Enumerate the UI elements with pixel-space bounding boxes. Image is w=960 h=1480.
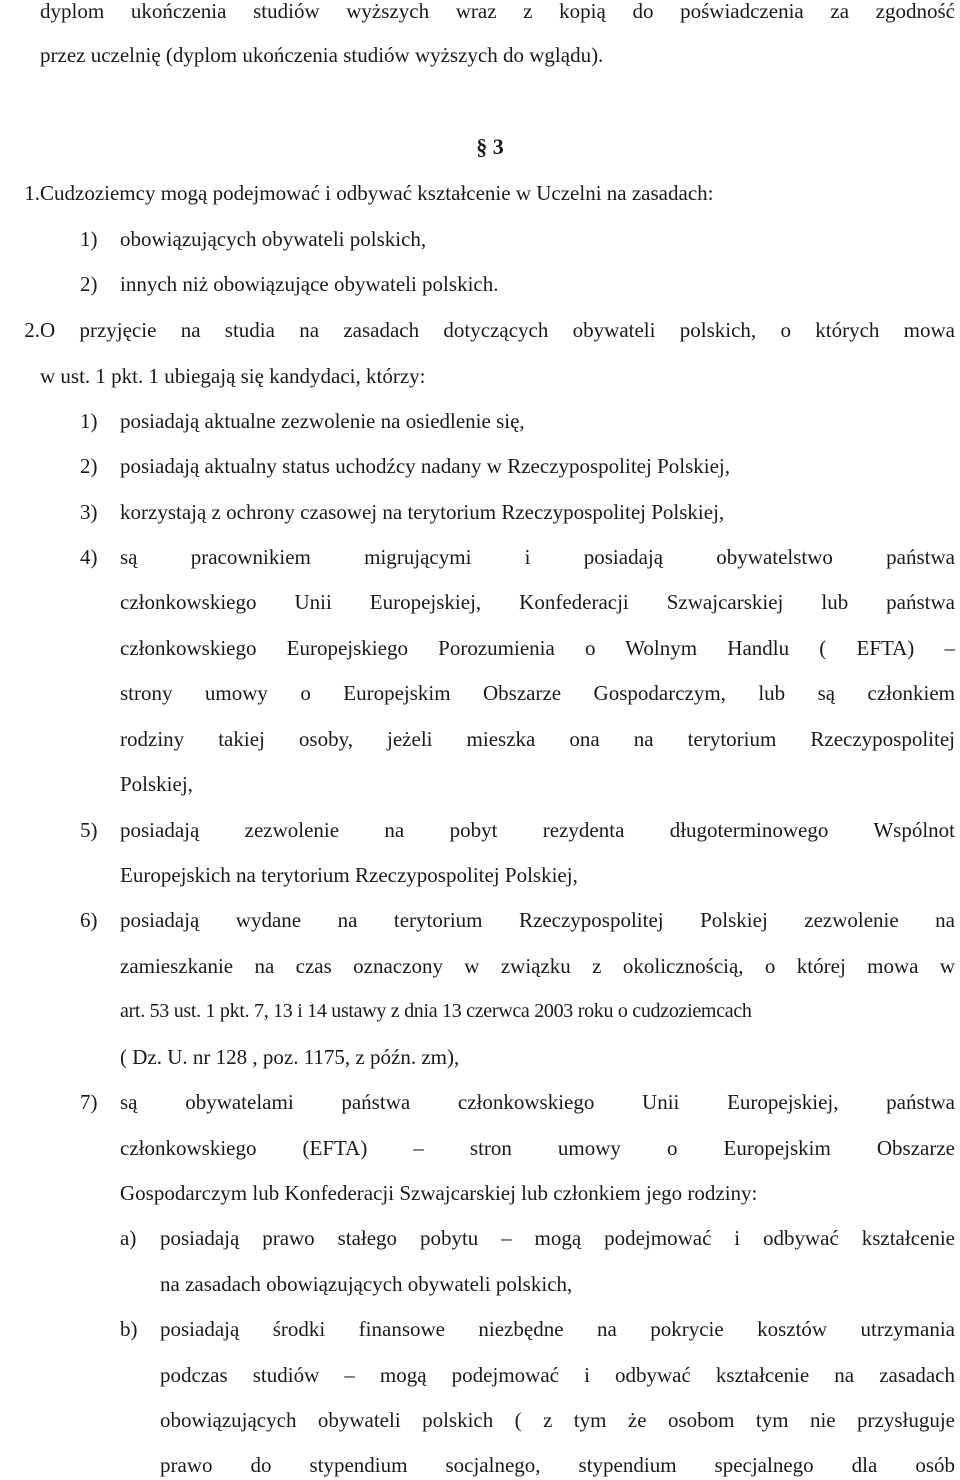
sublist-letter: b)	[120, 1317, 138, 1341]
list-item: posiadają aktualny status uchodźcy nadany w Rzeczypospolitej Polskiej,	[120, 454, 731, 478]
sublist-item: na zasadach obowiązujących obywateli polskich,	[160, 1272, 573, 1296]
list-number: 2)	[80, 272, 98, 296]
list-number: 3)	[80, 500, 98, 524]
list-number: 4)	[80, 545, 98, 569]
list-number: 6)	[80, 908, 98, 932]
list-item: posiadają wydane na terytorium Rzeczypospolitej Polskiej zezwolenie na	[120, 908, 955, 932]
paragraph-text: w ust. 1 pkt. 1 ubiegają się kandydaci, którzy:	[40, 364, 426, 388]
sublist-item: posiadają środki finansowe niezbędne na pokrycie kosztów utrzymania	[160, 1317, 955, 1341]
list-number: 2)	[80, 454, 98, 478]
list-number: 1)	[80, 227, 98, 251]
list-item: są obywatelami państwa członkowskiego Unii Europejskiej, państwa	[120, 1090, 955, 1114]
list-number: 5)	[80, 818, 98, 842]
list-item: posiadają aktualne zezwolenie na osiedlenie się,	[120, 409, 525, 433]
list-item: członkowskiego Europejskiego Porozumienia o Wolnym Handlu ( EFTA) –	[120, 636, 955, 660]
sublist-letter: a)	[120, 1226, 137, 1250]
sublist-item: posiadają prawo stałego pobytu – mogą podejmować i odbywać kształcenie	[160, 1226, 955, 1250]
list-item: art. 53 ust. 1 pkt. 7, 13 i 14 ustawy z dnia 13 czerwca 2003 roku o cudzoziemcach	[120, 1000, 752, 1022]
list-item: Gospodarczym lub Konfederacji Szwajcarskiej lub członkiem jego rodziny:	[120, 1181, 758, 1205]
section-heading: § 3	[476, 134, 504, 159]
list-item: korzystają z ochrony czasowej na terytorium Rzeczypospolitej Polskiej,	[120, 500, 725, 524]
list-item: rodziny takiej osoby, jeżeli mieszka ona na terytorium Rzeczypospolitej	[120, 727, 955, 751]
list-item: Polskiej,	[120, 772, 193, 796]
list-item: są pracownikiem migrującymi i posiadają obywatelstwo państwa	[120, 545, 955, 569]
paragraph-text: O przyjęcie na studia na zasadach dotyczących obywateli polskich, o których mowa	[40, 318, 955, 342]
paragraph-text: Cudzoziemcy mogą podejmować i odbywać kształcenie w Uczelni na zasadach:	[40, 181, 714, 205]
sublist-item: prawo do stypendium socjalnego, stypendium specjalnego dla osób	[160, 1453, 955, 1477]
list-item: innych niż obowiązujące obywateli polskich.	[120, 272, 499, 296]
sublist-item: podczas studiów – mogą podejmować i odbywać kształcenie na zasadach	[160, 1363, 955, 1387]
list-item: zamieszkanie na czas oznaczony w związku z okolicznością, o której mowa w	[120, 954, 955, 978]
paragraph-number: 1.	[24, 181, 40, 205]
list-number: 7)	[80, 1090, 98, 1114]
paragraph-number: 2.	[24, 318, 40, 342]
list-item: członkowskiego Unii Europejskiej, Konfederacji Szwajcarskiej lub państwa	[120, 590, 955, 614]
list-item: obowiązujących obywateli polskich,	[120, 227, 427, 251]
list-item: członkowskiego (EFTA) – stron umowy o Europejskim Obszarze	[120, 1136, 955, 1160]
sublist-item: obowiązujących obywateli polskich ( z tym że osobom tym nie przysługuje	[160, 1408, 955, 1432]
list-item: strony umowy o Europejskim Obszarze Gospodarczym, lub są członkiem	[120, 681, 955, 705]
list-item: Europejskich na terytorium Rzeczypospolitej Polskiej,	[120, 863, 578, 887]
list-item: ( Dz. U. nr 128 , poz. 1175, z późn. zm),	[120, 1045, 460, 1069]
intro-line: przez uczelnię (dyplom ukończenia studiów wyższych do wglądu).	[40, 43, 604, 67]
list-number: 1)	[80, 409, 98, 433]
intro-line: dyplom ukończenia studiów wyższych wraz z kopią do poświadczenia za zgodność	[40, 0, 955, 23]
list-item: posiadają zezwolenie na pobyt rezydenta długoterminowego Wspólnot	[120, 818, 955, 842]
